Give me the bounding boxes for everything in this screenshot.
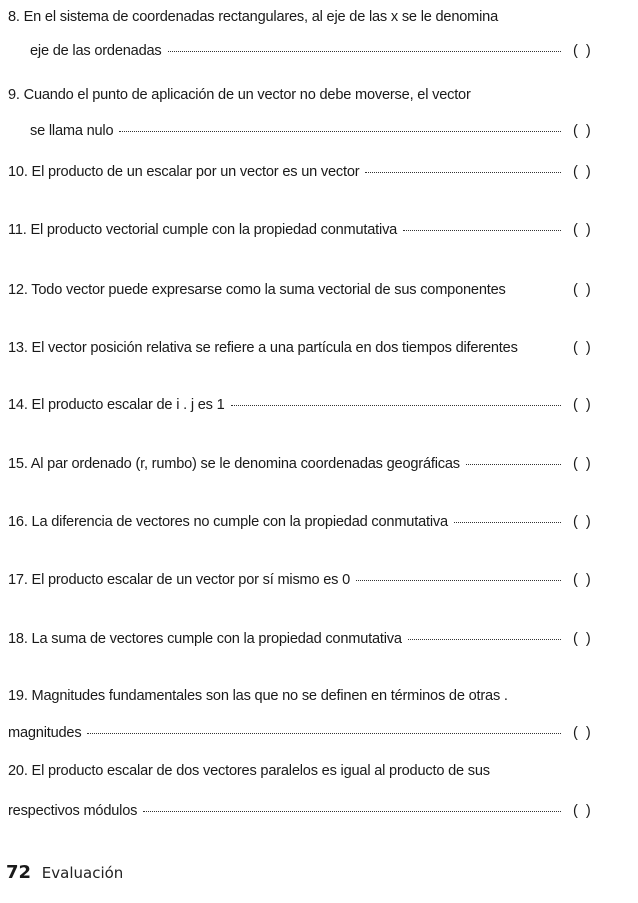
- question-18: [8, 630, 603, 648]
- dotted-leader: [168, 51, 562, 52]
- dotted-leader: [408, 639, 561, 640]
- question-20-continuation: [8, 802, 603, 820]
- answer-blank[interactable]: ( ): [573, 725, 593, 741]
- dotted-leader: [365, 172, 561, 173]
- section-title: Evaluación: [41, 864, 124, 882]
- answer-blank[interactable]: ( ): [573, 123, 593, 139]
- answer-blank[interactable]: ( ): [573, 222, 593, 238]
- question-text: 12. Todo vector puede expresarse como la suma vectorial de sus componentes: [8, 282, 506, 298]
- question-text: 15. Al par ordenado (r, rumbo) se le denomina coordenadas geográficas: [8, 456, 460, 472]
- page-footer: [6, 862, 123, 883]
- question-14: [8, 396, 603, 414]
- question-text: 16. La diferencia de vectores no cumple con la propiedad conmutativa: [8, 514, 448, 530]
- question-text: 19. Magnitudes fundamentales son las que no se definen en términos de otras .: [8, 688, 508, 704]
- question-15: [8, 455, 603, 473]
- question-16: [8, 513, 603, 531]
- dotted-leader: [356, 580, 561, 581]
- question-19-continuation: [8, 724, 603, 742]
- page-number: 72: [6, 862, 32, 883]
- question-text: 11. El producto vectorial cumple con la propiedad conmutativa: [8, 222, 398, 238]
- question-10: [8, 163, 603, 181]
- dotted-leader: [403, 230, 561, 231]
- answer-blank[interactable]: ( ): [573, 282, 593, 298]
- question-20: [8, 762, 603, 780]
- dotted-leader: [87, 733, 561, 734]
- question-9: [8, 86, 603, 104]
- question-8: [8, 8, 603, 26]
- question-text: 18. La suma de vectores cumple con la propiedad conmutativa: [8, 631, 402, 647]
- question-17: [8, 571, 603, 589]
- dotted-leader: [466, 464, 561, 465]
- question-13: [8, 339, 603, 357]
- question-text: se llama nulo: [30, 123, 114, 139]
- question-text: respectivos módulos: [8, 803, 138, 819]
- question-12: [8, 281, 603, 299]
- dotted-leader: [119, 131, 561, 132]
- answer-blank[interactable]: ( ): [573, 340, 593, 356]
- question-8-continuation: [30, 42, 603, 60]
- answer-blank[interactable]: ( ): [573, 397, 593, 413]
- dotted-leader: [454, 522, 561, 523]
- question-text: 9. Cuando el punto de aplicación de un vector no debe moverse, el vector: [8, 87, 471, 103]
- dotted-leader: [231, 405, 562, 406]
- question-text: 14. El producto escalar de i . j es 1: [8, 397, 225, 413]
- answer-blank[interactable]: ( ): [573, 164, 593, 180]
- question-text: 10. El producto de un escalar por un vector es un vector: [8, 164, 360, 180]
- dotted-leader: [143, 811, 561, 812]
- question-text: magnitudes: [8, 725, 82, 741]
- question-text: eje de las ordenadas: [30, 43, 162, 59]
- answer-blank[interactable]: ( ): [573, 514, 593, 530]
- question-text: 20. El producto escalar de dos vectores paralelos es igual al producto de sus: [8, 763, 490, 779]
- question-text: 8. En el sistema de coordenadas rectangulares, al eje de las x se le denomina: [8, 9, 499, 25]
- question-text: 17. El producto escalar de un vector por sí mismo es 0: [8, 572, 351, 588]
- question-11: [8, 221, 603, 239]
- question-19: [8, 687, 603, 705]
- answer-blank[interactable]: ( ): [573, 572, 593, 588]
- answer-blank[interactable]: ( ): [573, 43, 593, 59]
- answer-blank[interactable]: ( ): [573, 803, 593, 819]
- question-9-continuation: [30, 122, 603, 140]
- answer-blank[interactable]: ( ): [573, 631, 593, 647]
- question-text: 13. El vector posición relativa se refiere a una partícula en dos tiempos diferentes: [8, 340, 518, 356]
- answer-blank[interactable]: ( ): [573, 456, 593, 472]
